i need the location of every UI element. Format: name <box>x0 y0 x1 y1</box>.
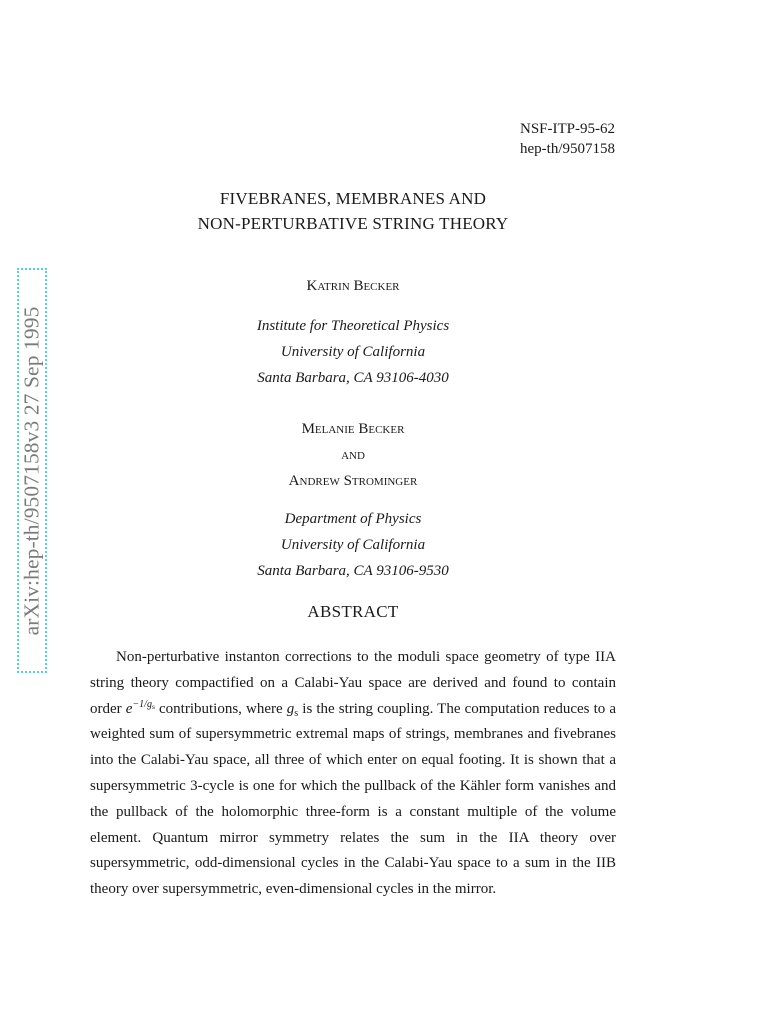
report-number: NSF-ITP-95-62 <box>519 121 615 137</box>
coupling-var: g <box>286 700 295 717</box>
author-conjunction: and <box>341 447 365 463</box>
author-2: Melanie Becker <box>301 421 405 437</box>
report-numbers <box>505 119 615 159</box>
title-line-1: FIVEBRANES, MEMBRANES AND <box>219 189 487 208</box>
arxiv-stamp <box>17 268 47 673</box>
affiliation-1-line-3: Santa Barbara, CA 93106-4030 <box>257 370 449 386</box>
affiliation-2-line-2: University of California <box>280 537 426 553</box>
arxiv-stamp-text: arXiv:hep-th/9507158v3 27 Sep 1995 <box>19 306 44 635</box>
affiliation-2 <box>90 506 616 584</box>
abstract-body <box>90 645 616 903</box>
affiliation-1-line-2: University of California <box>280 344 426 360</box>
paper-title <box>90 186 616 236</box>
exp-power <box>132 699 154 710</box>
abstract-text-1: Non-perturbative instanton corrections to the moduli space geometry of type IIA string theory compactified on a Calabi-Yau space are derived and found to contain order <box>90 649 616 717</box>
affiliation-2-line-3: Santa Barbara, CA 93106-9530 <box>257 563 449 579</box>
exp-power-subscript: s <box>151 701 155 711</box>
exp-base: e <box>125 700 133 717</box>
coupling-subscript: s <box>294 707 299 719</box>
affiliation-1-line-1: Institute for Theoretical Physics <box>256 318 450 334</box>
abstract-text-3: is the string coupling. The computation reduces to a weighted sum of supersymmetric extremal maps of strings, membranes and fivebranes into the Calabi-Yau space, all three of which enter on equal footing. It is shown that a supersymmetric 3-cycle is one for which the pullback of the Kähler form vanishes and the pullback of the holomorphic three-form is a constant multiple of the volume element. Quantum mirror symmetry relates the sum in the IIA theory over supersymmetric, odd-dimensional cycles in the Calabi-Yau space to a sum in the IIB theory over supersymmetric, even-dimensional cycles in the mirror. <box>90 700 617 898</box>
arxiv-id: hep-th/9507158 <box>520 141 615 157</box>
affiliation-1 <box>90 313 616 391</box>
author-1: Katrin Becker <box>306 278 400 294</box>
author-3: Andrew Strominger <box>288 473 418 489</box>
abstract-heading: ABSTRACT <box>307 602 399 621</box>
affiliation-2-line-1: Department of Physics <box>284 511 422 527</box>
title-line-2: NON-PERTURBATIVE STRING THEORY <box>197 214 509 233</box>
exp-power-text: −1/g <box>132 698 152 710</box>
authors-2 <box>90 416 616 494</box>
abstract-text-2: contributions, where <box>154 700 287 717</box>
